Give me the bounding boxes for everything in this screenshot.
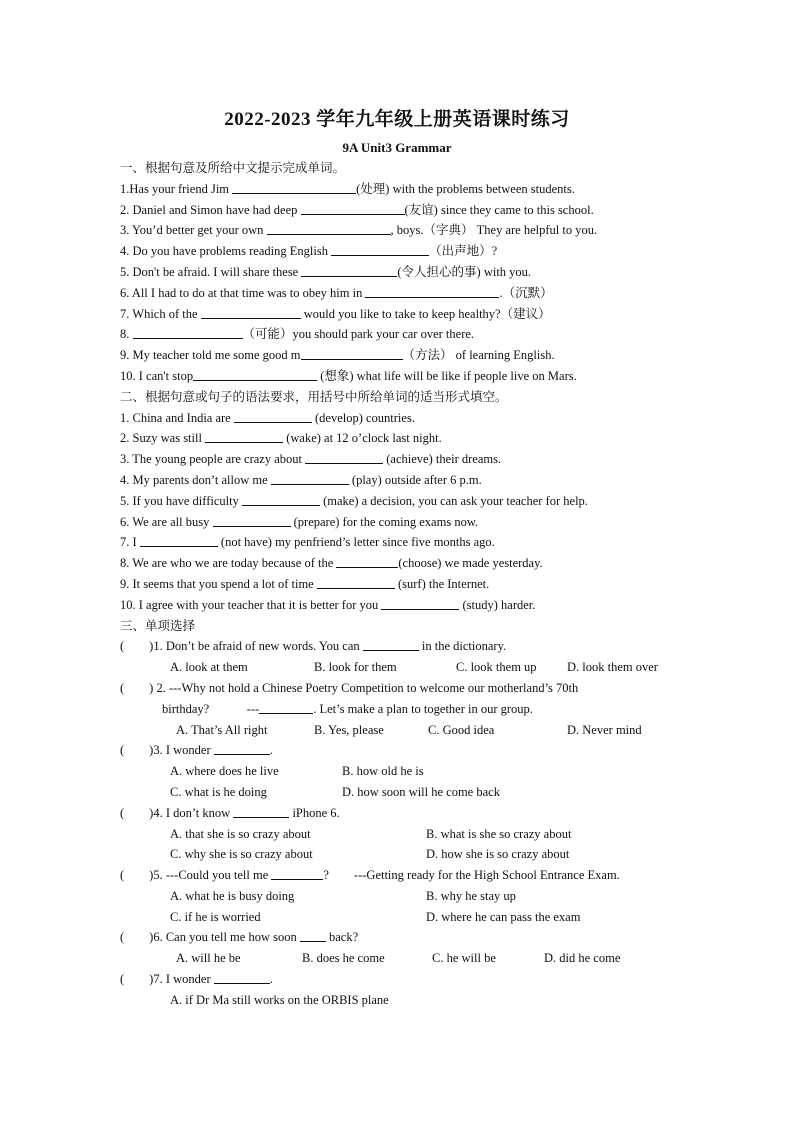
s2-item-6: 6. We are all busy (prepare) for the coming exams now. <box>120 514 479 529</box>
mc-question-4: ( )4. I don’t know iPhone 6. <box>120 803 680 824</box>
answer-paren[interactable]: ( ) <box>120 930 154 945</box>
answer-blank[interactable] <box>365 284 499 298</box>
answer-blank[interactable] <box>336 554 398 568</box>
s1-item-1: 1.Has your friend Jim (处理) with the problems between students. <box>120 181 575 196</box>
option-b[interactable]: B. look for them <box>314 660 397 675</box>
answer-blank[interactable] <box>193 367 317 381</box>
option-b[interactable]: B. what is she so crazy about <box>426 826 572 841</box>
mc-options-3a <box>120 761 680 782</box>
answer-paren[interactable]: ( ) <box>120 743 154 758</box>
option-d[interactable]: D. did he come <box>544 951 621 966</box>
page-title: 2022-2023 学年九年级上册英语课时练习 <box>224 109 570 130</box>
answer-blank[interactable] <box>205 429 283 443</box>
s2-item-1: 1. China and India are (develop) countries. <box>120 410 415 425</box>
option-c[interactable]: C. Good idea <box>428 722 495 737</box>
answer-blank[interactable] <box>133 325 243 339</box>
s2-item-7: 7. I (not have) my penfriend’s letter since five months ago. <box>120 535 495 550</box>
answer-blank[interactable] <box>213 513 291 527</box>
s1-item-10: 10. I can't stop (想象) what life will be like if people live on Mars. <box>120 368 577 383</box>
mc-options-1 <box>120 657 680 678</box>
mc-question-3: ( )3. I wonder . <box>120 740 680 761</box>
mc-options-5a <box>120 886 680 907</box>
s2-item-8: 8. We are who we are today because of the (choose) we made yesterday. <box>120 556 543 571</box>
option-a[interactable]: A. what he is busy doing <box>170 888 295 903</box>
mc-options-4b <box>120 844 680 865</box>
mc-options-7 <box>120 990 680 1011</box>
s2-item-9: 9. It seems that you spend a lot of time (surf) the Internet. <box>120 576 490 591</box>
answer-blank[interactable] <box>140 533 218 547</box>
option-c[interactable]: C. why she is so crazy about <box>170 847 313 862</box>
mc-options-3b <box>120 782 680 803</box>
s1-item-3: 3. You’d better get your own , boys.（字典） They are helpful to you. <box>120 223 598 238</box>
answer-blank[interactable] <box>232 180 356 194</box>
mc-question-1: ( )1. Don’t be afraid of new words. You can in the dictionary. <box>120 636 680 657</box>
mc-question-6: ( )6. Can you tell me how soon back? <box>120 927 680 948</box>
answer-blank[interactable] <box>271 471 349 485</box>
worksheet-content <box>120 158 680 1011</box>
answer-blank[interactable] <box>201 305 301 319</box>
answer-blank[interactable] <box>301 263 397 277</box>
answer-blank[interactable] <box>300 928 326 942</box>
mc-question-7: ( )7. I wonder . <box>120 969 680 990</box>
answer-blank[interactable] <box>381 596 459 610</box>
mc-options-4a <box>120 824 680 845</box>
section3-heading: 三、单项选择 <box>120 617 196 633</box>
answer-paren[interactable]: ( ) <box>120 805 154 820</box>
option-b[interactable]: B. Yes, please <box>314 722 384 737</box>
s2-item-3: 3. The young people are crazy about (achieve) their dreams. <box>120 452 502 467</box>
s1-item-4: 4. Do you have problems reading English （出声地）? <box>120 244 498 259</box>
option-d[interactable]: D. where he can pass the exam <box>426 909 581 924</box>
answer-blank[interactable] <box>301 346 403 360</box>
answer-blank[interactable] <box>301 201 405 215</box>
page-subtitle: 9A Unit3 Grammar <box>342 140 452 155</box>
option-c[interactable]: C. look them up <box>456 660 537 675</box>
option-b[interactable]: B. why he stay up <box>426 888 516 903</box>
s1-item-5: 5. Don't be afraid. I will share these (令人担心的事) with you. <box>120 264 532 279</box>
mc-question-5: ( )5. ---Could you tell me ? ---Getting ready for the High School Entrance Exam. <box>120 865 680 886</box>
section1-heading: 一、根据句意及所给中文提示完成单词。 <box>120 160 346 175</box>
s1-item-7: 7. Which of the would you like to take to keep healthy?（建议） <box>120 306 551 321</box>
mc-question-2: ( ) 2. ---Why not hold a Chinese Poetry Competition to welcome our motherland’s 70th <box>120 678 680 699</box>
answer-blank[interactable] <box>317 575 395 589</box>
answer-paren[interactable]: ( ) <box>120 972 154 987</box>
option-a[interactable]: A. will he be <box>176 951 241 966</box>
option-d[interactable]: D. look them over <box>567 660 658 675</box>
answer-paren[interactable]: ( ) <box>120 639 154 654</box>
option-d[interactable]: D. how she is so crazy about <box>426 847 570 862</box>
s1-item-8: 8. （可能）you should park your car over there. <box>120 327 475 342</box>
option-a[interactable]: A. if Dr Ma still works on the ORBIS plane <box>170 992 389 1007</box>
option-c[interactable]: C. what is he doing <box>170 784 267 799</box>
answer-blank[interactable] <box>331 242 429 256</box>
mc-options-5b <box>120 907 680 928</box>
s1-item-6: 6. All I had to do at that time was to obey him in .（沉默） <box>120 285 553 300</box>
option-a[interactable]: A. that she is so crazy about <box>170 826 311 841</box>
section2-heading: 二、根据句意或句子的语法要求，用括号中所给单词的适当形式填空。 <box>120 388 508 404</box>
option-d[interactable]: D. how soon will he come back <box>342 784 500 799</box>
s1-item-9: 9. My teacher told me some good m （方法） of learning English. <box>120 348 555 363</box>
answer-blank[interactable] <box>214 741 270 755</box>
answer-blank[interactable] <box>267 221 391 235</box>
answer-blank[interactable] <box>242 492 320 506</box>
s2-item-10: 10. I agree with your teacher that it is better for you (study) harder. <box>120 597 536 612</box>
answer-paren[interactable]: ( ) <box>120 868 154 883</box>
s2-item-5: 5. If you have difficulty (make) a decision, you can ask your teacher for help. <box>120 493 588 508</box>
answer-blank[interactable] <box>305 450 383 464</box>
answer-blank[interactable] <box>214 970 270 984</box>
s2-item-2: 2. Suzy was still (wake) at 12 o’clock last night. <box>120 431 442 446</box>
answer-blank[interactable] <box>233 804 289 818</box>
option-d[interactable]: D. Never mind <box>567 722 642 737</box>
option-c[interactable]: C. if he is worried <box>170 909 261 924</box>
answer-blank[interactable] <box>271 866 323 880</box>
option-a[interactable]: A. look at them <box>170 660 248 675</box>
option-b[interactable]: B. does he come <box>302 951 385 966</box>
option-c[interactable]: C. he will be <box>432 951 496 966</box>
option-b[interactable]: B. how old he is <box>342 764 424 779</box>
s2-item-4: 4. My parents don’t allow me (play) outside after 6 p.m. <box>120 472 482 487</box>
answer-blank[interactable] <box>259 700 313 714</box>
option-a[interactable]: A. where does he live <box>170 764 279 779</box>
answer-paren[interactable]: ( ) <box>120 680 154 695</box>
mc-options-2 <box>120 720 680 741</box>
mc-question-2-cont: birthday? --- . Let’s make a plan to together in our group. <box>162 701 533 716</box>
option-a[interactable]: A. That’s All right <box>176 722 268 737</box>
mc-options-6 <box>120 948 680 969</box>
answer-blank[interactable] <box>363 637 419 651</box>
s1-item-2: 2. Daniel and Simon have had deep (友谊) since they came to this school. <box>120 202 594 217</box>
answer-blank[interactable] <box>234 409 312 423</box>
